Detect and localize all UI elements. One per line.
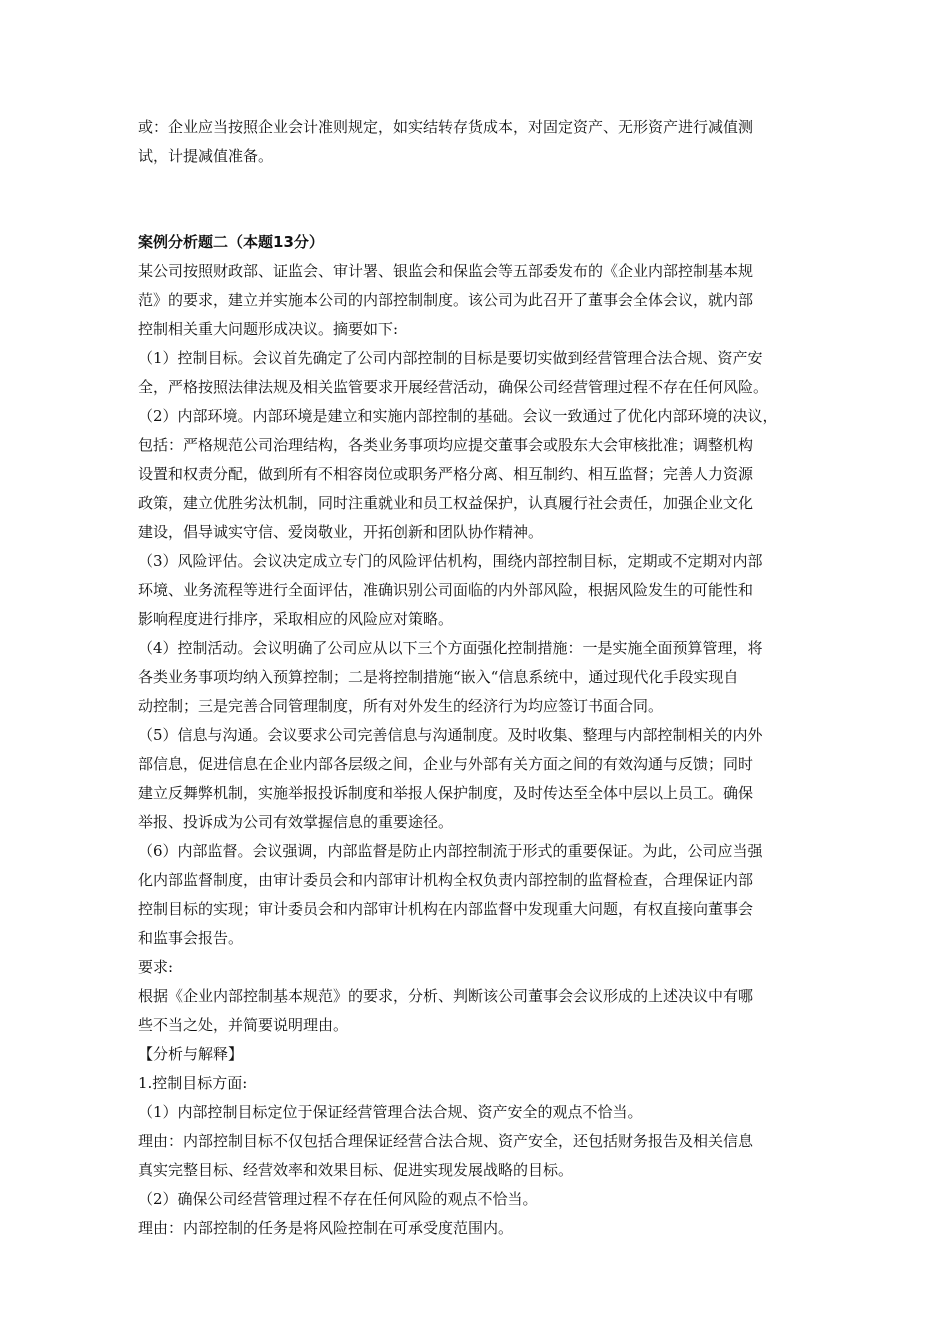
text-line: 包括：严格规范公司治理结构，各类业务事项均应提交董事会或股东大会审核批准；调整机构 — [138, 436, 754, 454]
text-line: （5）信息与沟通。会议要求公司完善信息与沟通制度。及时收集、整理与内部控制相关的内外 — [138, 726, 763, 744]
text-line: 影响程度进行排序，采取相应的风险应对策略。 — [138, 610, 454, 628]
text-line: 范》的要求，建立并实施本公司的内部控制制度。该公司为此召开了董事会全体会议，就内部 — [138, 291, 754, 309]
text-line: 根据《企业内部控制基本规范》的要求，分析、判断该公司董事会会议形成的上述决议中有哪 — [138, 987, 754, 1005]
text-line: 些不当之处，并简要说明理由。 — [138, 1016, 349, 1034]
text-line: 控制目标的实现；审计委员会和内部审计机构在内部监督中发现重大问题，有权直接向董事会 — [138, 900, 754, 918]
text-line: 全，严格按照法律法规及相关监管要求开展经营活动，确保公司经营管理过程不存在任何风险。 — [138, 378, 769, 396]
text-line: 政策，建立优胜劣汰机制，同时注重就业和员工权益保护，认真履行社会责任，加强企业文化 — [138, 494, 754, 512]
text-line: 建立反舞弊机制，实施举报投诉制度和举报人保护制度，及时传达至全体中层以上员工。确保 — [138, 784, 754, 802]
text-line: 控制相关重大问题形成决议。摘要如下: — [138, 320, 399, 338]
text-line: 设置和权责分配，做到所有不相容岗位或职务严格分离、相互制约、相互监督；完善人力资源 — [138, 465, 754, 483]
text-line: 试，计提减值准备。 — [138, 147, 274, 165]
text-line: 建设，倡导诚实守信、爱岗敬业，开拓创新和团队协作精神。 — [138, 523, 544, 541]
text-line: 某公司按照财政部、证监会、审计署、银监会和保监会等五部委发布的《企业内部控制基本规 — [138, 262, 754, 280]
text-line: （3）风险评估。会议决定成立专门的风险评估机构，围绕内部控制目标，定期或不定期对内部 — [138, 552, 763, 570]
text-line: （6）内部监督。会议强调，内部监督是防止内部控制流于形式的重要保证。为此，公司应当强 — [138, 842, 763, 860]
text-line: 动控制；三是完善合同管理制度，所有对外发生的经济行为均应签订书面合同。 — [138, 697, 664, 715]
text-line: 1.控制目标方面: — [138, 1074, 248, 1092]
text-line: 【分析与解释】 — [138, 1045, 244, 1063]
text-line: （4）控制活动。会议明确了公司应从以下三个方面强化控制措施：一是实施全面预算管理，将 — [138, 639, 763, 657]
text-line: 环境、业务流程等进行全面评估，准确识别公司面临的内外部风险，根据风险发生的可能性和 — [138, 581, 754, 599]
intro-paragraph — [138, 113, 838, 171]
text-line: 要求: — [138, 958, 174, 976]
text-line: （2）内部环境。内部环境是建立和实施内部控制的基础。会议一致通过了优化内部环境的决议， — [138, 407, 778, 425]
section-heading: 案例分析题二（本题13分） — [138, 233, 324, 251]
case-section — [138, 228, 838, 1243]
text-line: 真实完整目标、经营效率和效果目标、促进实现发展战略的目标。 — [138, 1161, 574, 1179]
text-line: 或：企业应当按照企业会计准则规定，如实结转存货成本，对固定资产、无形资产进行减值测 — [138, 118, 754, 136]
text-line: 部信息，促进信息在企业内部各层级之间，企业与外部有关方面之间的有效沟通与反馈；同时 — [138, 755, 754, 773]
text-line: （1）内部控制目标定位于保证经营管理合法合规、资产安全的观点不恰当。 — [138, 1103, 643, 1121]
text-line: 各类业务事项均纳入预算控制；二是将控制措施“嵌入“信息系统中，通过现代化手段实现自 — [138, 668, 739, 686]
text-line: （2）确保公司经营管理过程不存在任何风险的观点不恰当。 — [138, 1190, 538, 1208]
text-line: 和监事会报告。 — [138, 929, 244, 947]
text-line: （1）控制目标。会议首先确定了公司内部控制的目标是要切实做到经营管理合法合规、资产安 — [138, 349, 763, 367]
text-line: 理由：内部控制的任务是将风险控制在可承受度范围内。 — [138, 1219, 514, 1237]
text-line: 化内部监督制度，由审计委员会和内部审计机构全权负责内部控制的监督检查，合理保证内部 — [138, 871, 754, 889]
text-line: 举报、投诉成为公司有效掌握信息的重要途径。 — [138, 813, 454, 831]
text-line: 理由：内部控制目标不仅包括合理保证经营合法合规、资产安全，还包括财务报告及相关信息 — [138, 1132, 754, 1150]
